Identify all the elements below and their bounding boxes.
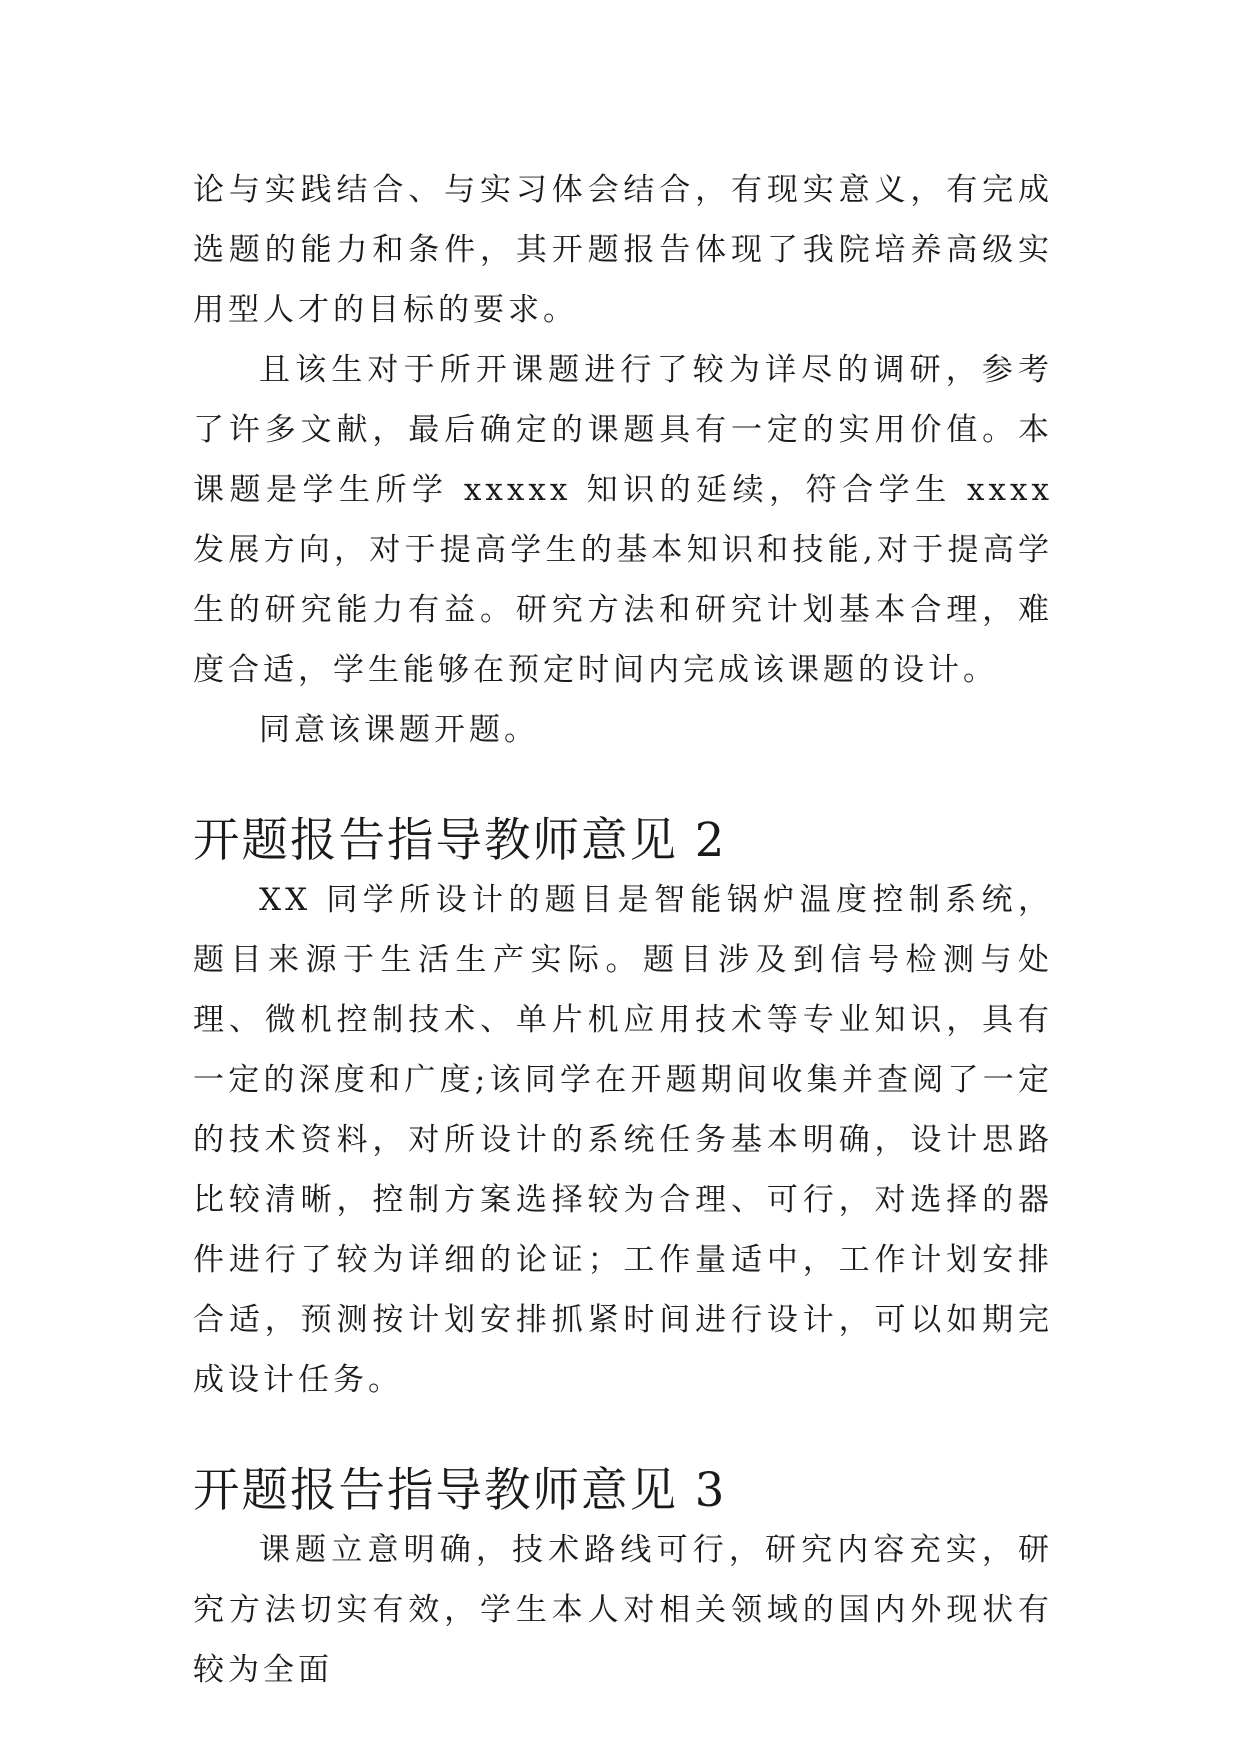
paragraph-approval: 同意该课题开题。 [259, 712, 539, 748]
document-body [193, 160, 1053, 1700]
section-gap [193, 760, 1053, 810]
paragraph-research-evaluation: 且该生对于所开课题进行了较为详尽的调研，参考了许多文献，最后确定的课题具有一定的实用价值。本课题是学生所学 xxxxx 知识的延续，符合学生 xxxx 发展方向，对于提高学生的基本知识和技能,对于提高学生的研究能力有益。研究方法和研究计划基本合理，难度合适，学生能够在预定时间内完成该课题的设计。 [193, 352, 1053, 688]
section-gap [193, 1410, 1053, 1460]
section-heading-opinion-2: 开题报告指导教师意见 2 [193, 813, 727, 867]
paragraph-opinion-3: 课题立意明确，技术路线可行，研究内容充实，研究方法切实有效，学生本人对相关领域的国内外现状有较为全面 [193, 1532, 1053, 1688]
paragraph-opinion-2: XX 同学所设计的题目是智能锅炉温度控制系统，题目来源于生活生产实际。题目涉及到信号检测与处理、微机控制技术、单片机应用技术等专业知识，具有一定的深度和广度;该同学在开题期间收集并查阅了一定的技术资料，对所设计的系统任务基本明确，设计思路比较清晰，控制方案选择较为合理、可行，对选择的器件进行了较为详细的论证；工作量适中，工作计划安排合适，预测按计划安排抓紧时间进行设计，可以如期完成设计任务。 [193, 882, 1053, 1398]
section-heading-opinion-3: 开题报告指导教师意见 3 [193, 1463, 727, 1517]
paragraph-continuation: 论与实践结合、与实习体会结合，有现实意义，有完成选题的能力和条件，其开题报告体现了我院培养高级实用型人才的目标的要求。 [193, 172, 1053, 328]
